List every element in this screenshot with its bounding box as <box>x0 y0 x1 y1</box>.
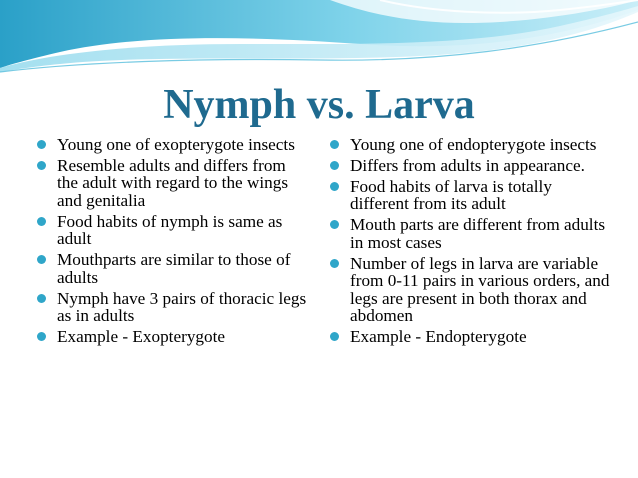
bullet-text: Number of legs in larva are variable from 0-11 pairs in various orders, and legs are present in both thorax and abdomen <box>350 253 610 326</box>
list-item <box>330 178 615 213</box>
bullet-dot-icon <box>37 217 46 226</box>
bullet-dot-icon <box>330 332 339 341</box>
bullet-text: Young one of exopterygote insects <box>57 135 295 154</box>
list-item <box>330 157 615 174</box>
bullet-text: Young one of endopterygote insects <box>350 135 597 154</box>
bullet-dot-icon <box>330 182 339 191</box>
list-item <box>37 157 307 209</box>
bullet-text: Example - Exopterygote <box>57 327 225 347</box>
bullet-text: Nymph have 3 pairs of thoracic legs as in adults <box>57 288 307 326</box>
bullet-dot-icon <box>37 161 46 170</box>
list-item <box>37 290 307 325</box>
bullet-text: Mouth parts are different from adults in most cases <box>350 215 606 252</box>
bullet-dot-icon <box>37 294 46 303</box>
bullet-dot-icon <box>37 332 46 341</box>
bullet-dot-icon <box>330 259 339 268</box>
bullet-text: Example - Endopterygote <box>350 327 527 347</box>
list-item <box>37 328 307 345</box>
bullet-dot-icon <box>330 220 339 229</box>
bullet-dot-icon <box>330 161 339 170</box>
list-item <box>37 251 307 286</box>
list-item <box>37 213 307 248</box>
list-item <box>330 328 615 345</box>
list-item <box>330 216 615 251</box>
bullet-text: Resemble adults and differs from the adult with regard to the wings and genitalia <box>57 156 289 210</box>
bullet-text: Mouthparts are similar to those of adults <box>57 250 291 287</box>
bullet-dot-icon <box>37 140 46 149</box>
nymph-bullet-list <box>37 136 307 349</box>
list-item <box>330 136 615 153</box>
bullet-text: Food habits of larva is totally different from its adult <box>350 177 552 214</box>
larva-bullet-list <box>330 136 615 349</box>
wave-header-decoration <box>0 0 638 90</box>
bullet-dot-icon <box>330 140 339 149</box>
list-item <box>37 136 307 153</box>
slide-title: Nymph vs. Larva <box>163 82 475 128</box>
bullet-dot-icon <box>37 255 46 264</box>
bullet-text: Differs from adults in appearance. <box>350 156 585 175</box>
list-item <box>330 255 615 325</box>
bullet-text: Food habits of nymph is same as adult <box>57 211 283 249</box>
